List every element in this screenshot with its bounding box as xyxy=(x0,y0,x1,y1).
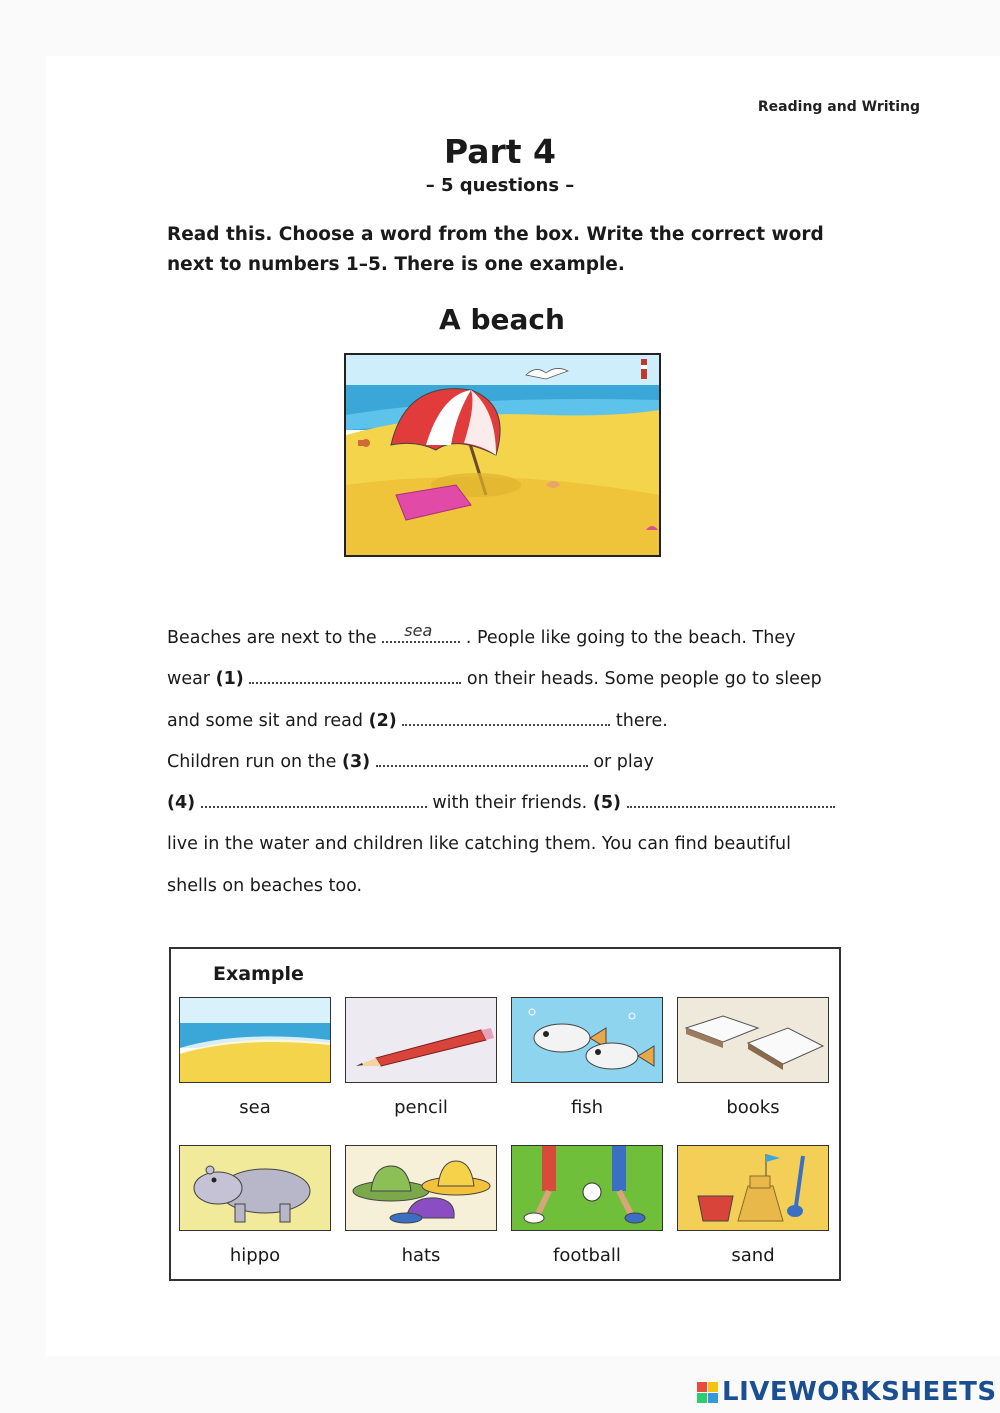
passage xyxy=(167,620,847,909)
word-box xyxy=(169,947,841,1281)
hippo-picture xyxy=(179,1145,331,1231)
word-label: hippo xyxy=(229,1245,281,1266)
question-number-2: (2) xyxy=(368,710,397,731)
books-picture xyxy=(677,997,829,1083)
word-card-fish xyxy=(511,997,663,1118)
word-label: hats xyxy=(401,1245,441,1266)
passage-line-5: (4) with their friends. (5) xyxy=(167,785,847,826)
word-card-football xyxy=(511,1145,663,1266)
example-gap xyxy=(382,623,460,643)
question-number-5: (5) xyxy=(592,793,622,814)
example-label: Example xyxy=(213,963,304,985)
hats-picture xyxy=(345,1145,497,1231)
passage-line-4: Children run on the (3) or play xyxy=(167,744,847,785)
instructions-line-1: Read this. Choose a word from the box. Write the correct word xyxy=(167,224,824,245)
instructions xyxy=(167,220,827,280)
word-card-hippo xyxy=(179,1145,331,1266)
word-card-sand xyxy=(677,1145,829,1266)
part-subtitle: – 5 questions – xyxy=(425,175,575,196)
word-card-hats xyxy=(345,1145,497,1266)
logo-text: LIVEWORKSHEETS xyxy=(722,1377,997,1407)
football-picture xyxy=(511,1145,663,1231)
word-label: books xyxy=(726,1097,780,1118)
word-label: football xyxy=(553,1245,621,1266)
answer-blank-5[interactable] xyxy=(627,788,835,808)
word-label: sand xyxy=(731,1245,775,1266)
word-card-pencil xyxy=(345,997,497,1118)
passage-line-2: wear (1) on their heads. Some people go to sleep xyxy=(167,661,847,702)
word-label: fish xyxy=(570,1097,604,1118)
passage-line-1: Beaches are next to the sea . People like going to the beach. They xyxy=(167,620,847,661)
passage-line-7: shells on beaches too. xyxy=(167,875,363,896)
passage-line-3: and some sit and read (2) there. xyxy=(167,703,847,744)
story-title: A beach xyxy=(439,303,565,336)
word-card-sea xyxy=(179,997,331,1118)
beach-illustration xyxy=(344,353,661,557)
sea-picture xyxy=(179,997,331,1083)
question-number-4: (4) xyxy=(167,793,196,814)
section-label: Reading and Writing xyxy=(757,99,920,115)
pencil-picture xyxy=(345,997,497,1083)
liveworksheets-logo xyxy=(697,1377,997,1407)
answer-blank-2[interactable] xyxy=(402,706,610,726)
question-number-3: (3) xyxy=(341,751,371,772)
word-card-books xyxy=(677,997,829,1118)
fish-picture xyxy=(511,997,663,1083)
word-label: pencil xyxy=(394,1097,448,1118)
word-label: sea xyxy=(239,1097,271,1118)
answer-blank-4[interactable] xyxy=(201,788,427,808)
passage-line-6: live in the water and children like catching them. You can find beautiful xyxy=(167,834,791,855)
example-answer: sea xyxy=(404,621,433,640)
part-title: Part 4 xyxy=(443,132,557,171)
logo-icon xyxy=(697,1382,718,1403)
sand-picture xyxy=(677,1145,829,1231)
question-number-1: (1) xyxy=(215,669,244,690)
instructions-line-2: next to numbers 1–5. There is one example. xyxy=(167,254,625,275)
answer-blank-3[interactable] xyxy=(376,747,588,767)
answer-blank-1[interactable] xyxy=(249,664,461,684)
